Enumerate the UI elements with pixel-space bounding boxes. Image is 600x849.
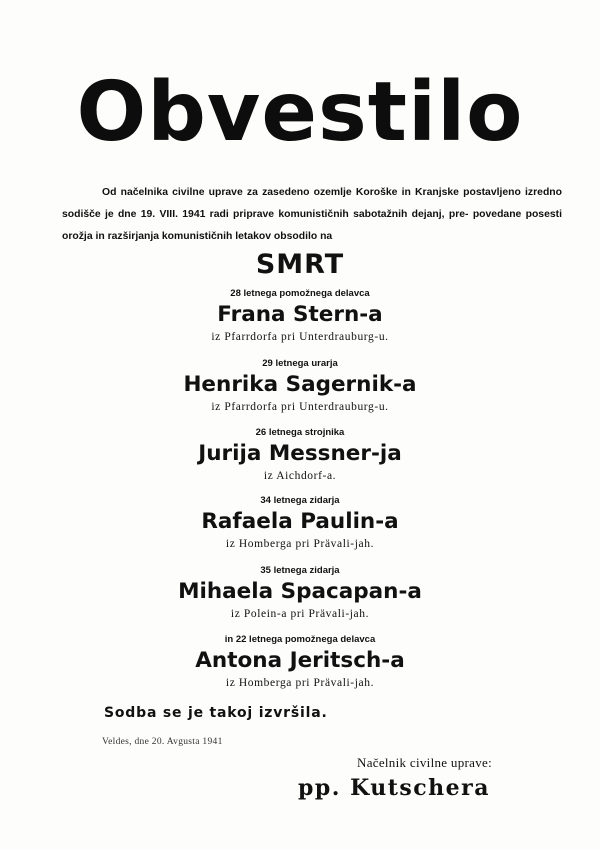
condemned-name: Jurija Messner-ja: [198, 441, 402, 466]
condemned-name: Frana Stern-a: [217, 302, 383, 327]
condemned-entry: [0, 633, 600, 691]
verdict-statement: Sodba se je takoj izvršila.: [104, 705, 328, 721]
condemned-age: 26 letnega strojnika: [255, 427, 345, 438]
condemned-name: Antona Jeritsch-a: [195, 648, 405, 673]
condemned-place: iz Pfarrdorfa pri Unterdrauburg-u.: [211, 331, 389, 343]
condemned-age: in 22 letnega pomožnega delavca: [224, 634, 376, 645]
dateline: Veldes, dne 20. Avgusta 1941: [102, 737, 223, 747]
intro-line-1: Od načelnika civilne uprave za zasedeno ozemlje Koroške in Kranjske postavljeno: [102, 187, 521, 198]
condemned-entry: [0, 426, 600, 484]
sentence-heading: SMRT: [255, 249, 345, 280]
condemned-place: iz Homberga pri Prävali-jah.: [225, 538, 375, 550]
condemned-name: Mihaela Spacapan-a: [178, 579, 422, 604]
intro-line-2: izredno sodišče je dne 19. VIII. 1941 radi priprave komunističnih sabotažnih dejanj, pre-: [62, 187, 562, 220]
signatory-role: Načelnik civilne uprave:: [357, 755, 492, 770]
condemned-entry: [0, 494, 600, 552]
condemned-place: iz Homberga pri Prävali-jah.: [225, 677, 375, 689]
condemned-place: iz Pfarrdorfa pri Unterdrauburg-u.: [211, 401, 389, 413]
condemned-name: Rafaela Paulin-a: [201, 509, 399, 534]
condemned-entry: [0, 357, 600, 415]
condemned-age: 28 letnega pomožnega delavca: [230, 288, 370, 299]
condemned-age: 29 letnega urarja: [262, 358, 338, 369]
intro-line-3: povedane posesti orožja in razširjanja komunističnih letakov obsodilo na: [62, 209, 562, 242]
condemned-place: iz Polein-a pri Prävali-jah.: [230, 608, 370, 620]
condemned-age: 35 letnega zidarja: [260, 565, 340, 576]
signatory-name: pp. Kutschera: [298, 775, 490, 801]
poster-title: Obvestilo: [76, 65, 524, 160]
intro-paragraph: [62, 182, 562, 248]
condemned-name: Henrika Sagernik-a: [183, 372, 417, 397]
condemned-age: 34 letnega zidarja: [260, 495, 340, 506]
condemned-entry: [0, 287, 600, 345]
condemned-place: iz Aichdorf-a.: [263, 470, 337, 482]
condemned-entry: [0, 564, 600, 622]
